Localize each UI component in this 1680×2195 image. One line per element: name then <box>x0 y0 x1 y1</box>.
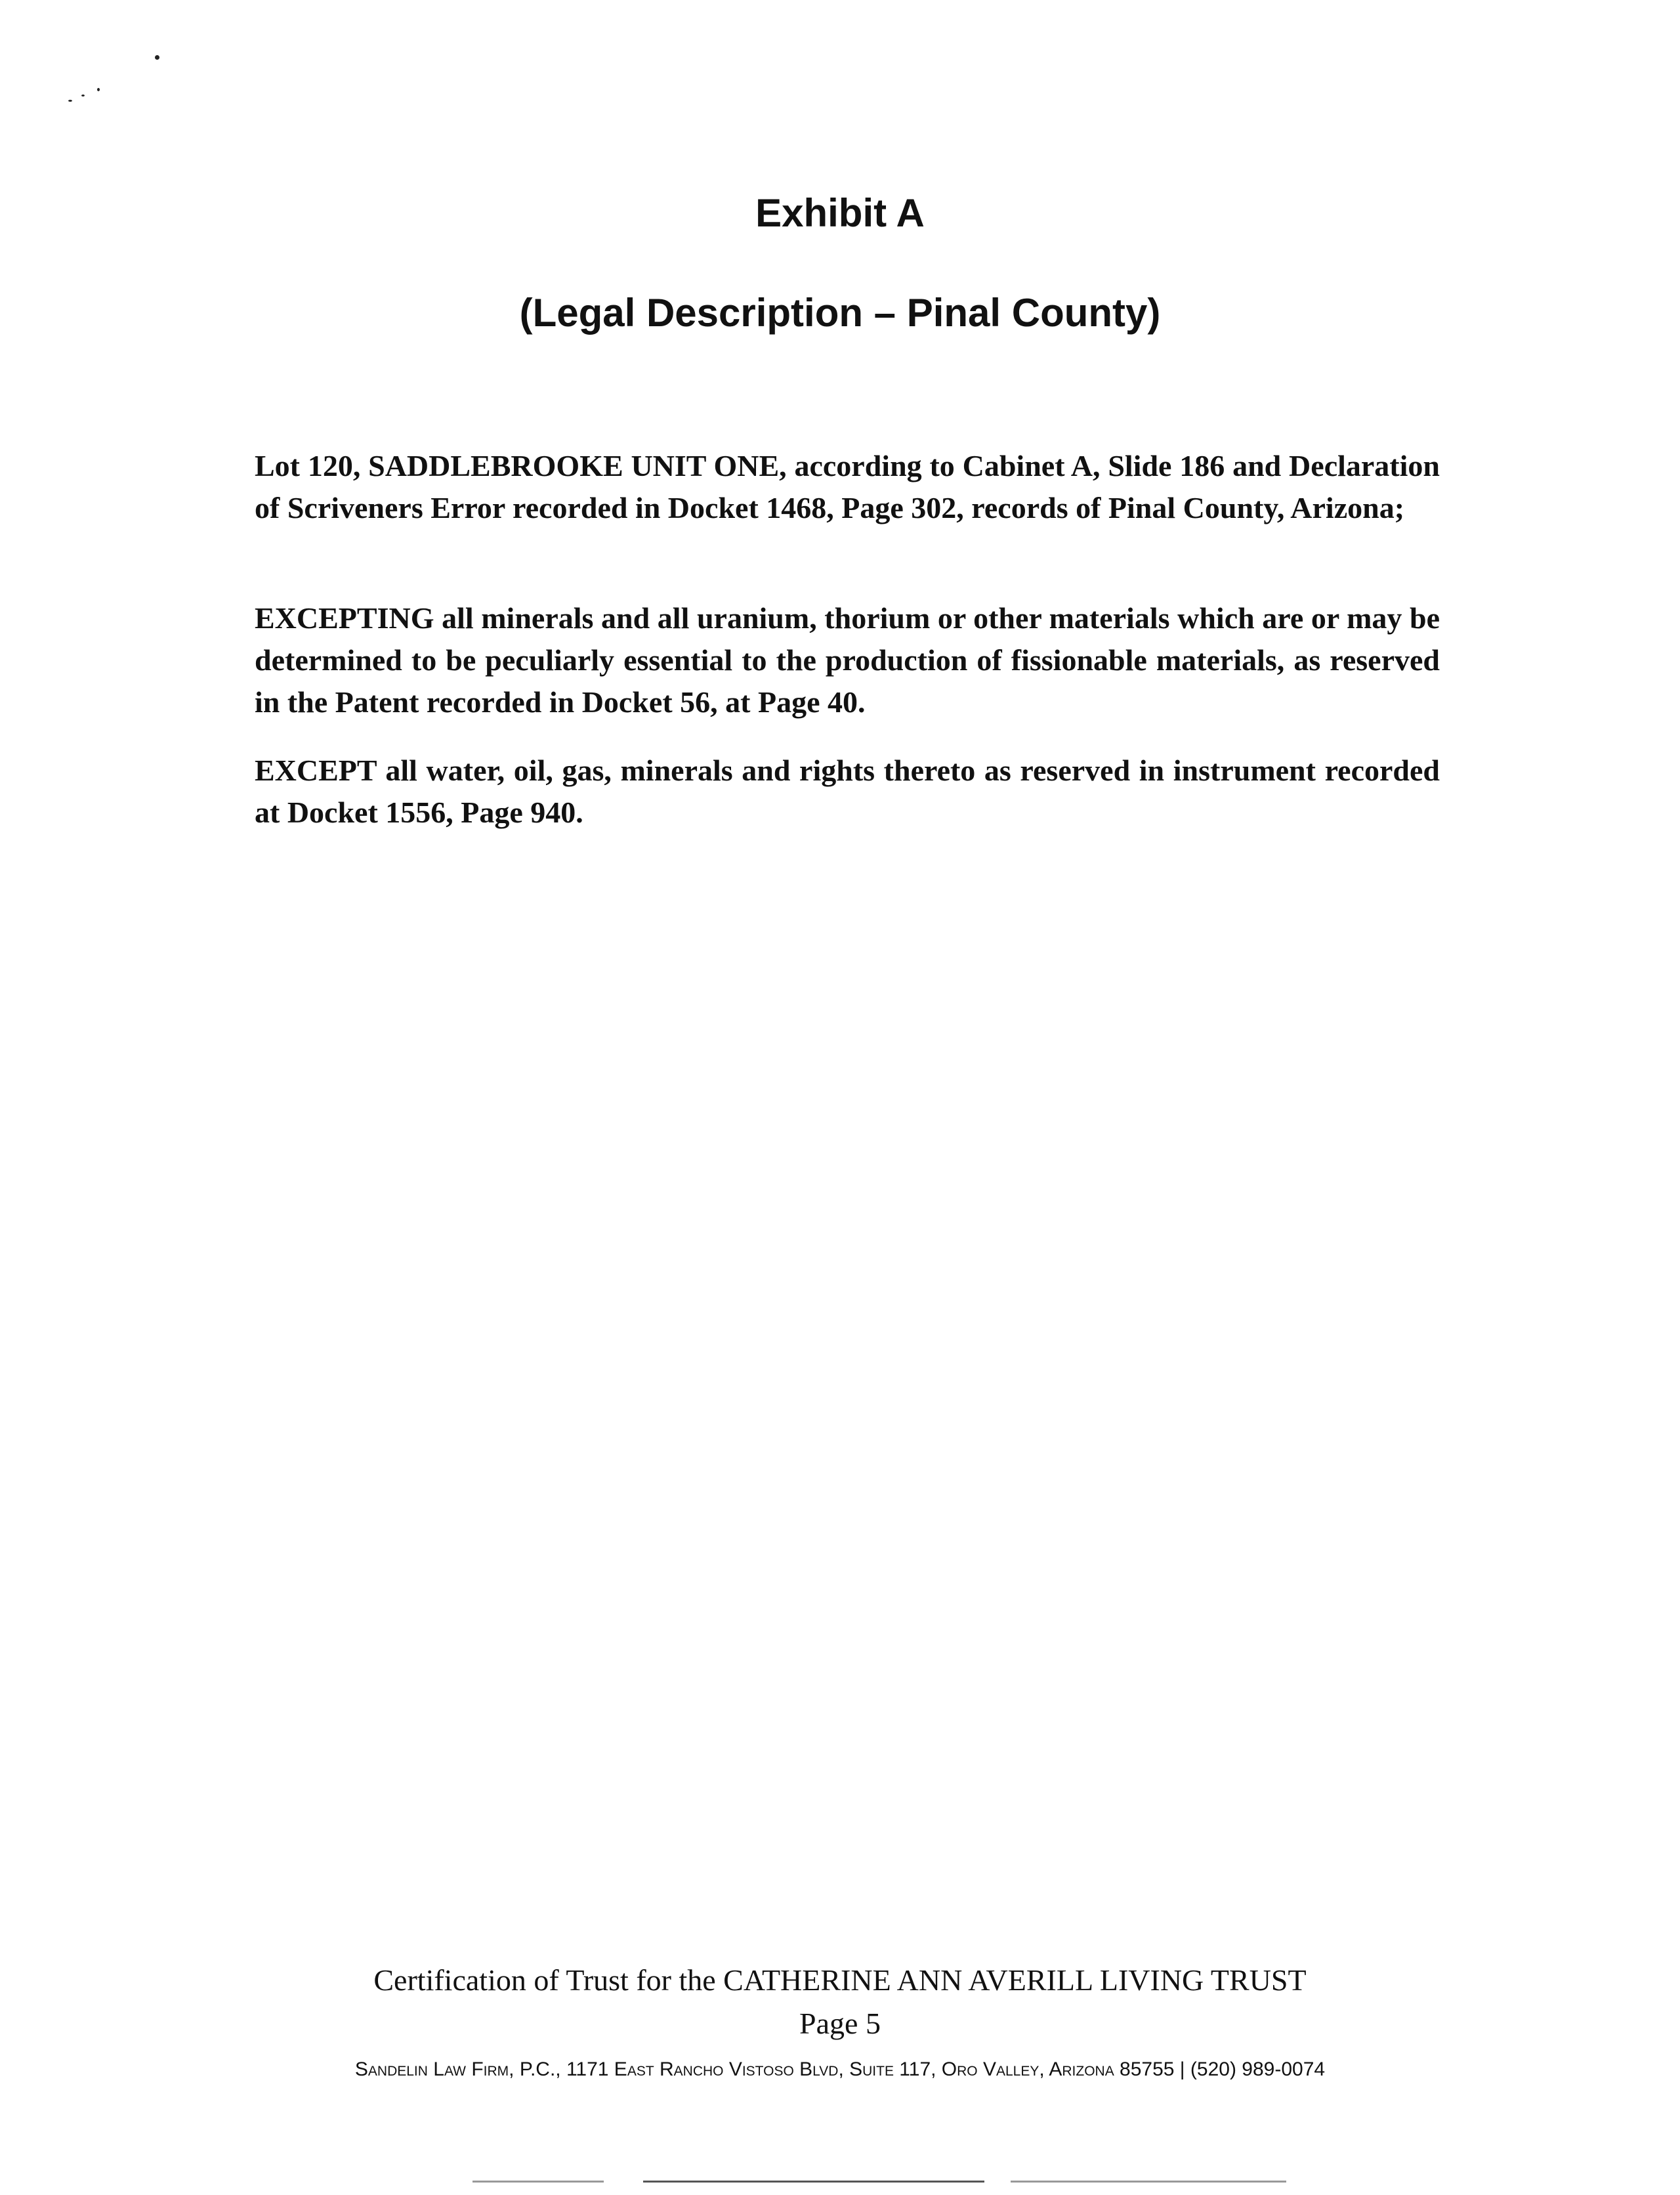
exhibit-title: Exhibit A <box>755 191 925 235</box>
mineral-exception-paragraph: EXCEPTING all minerals and all uranium, thorium or other materials which are or may be determined to be peculiarly essential to the production of fissionable materials, as reserved in the Patent recorded in Docket 56, at Page 40. <box>255 601 1440 719</box>
footer-law-firm-address: Sandelin Law Firm, P.C., 1171 East Rancho Vistoso Blvd, Suite 117, Oro Valley, Arizona 85755 | (520) 989-0074 <box>354 2058 1326 2080</box>
scan-speck <box>68 100 72 102</box>
legal-description-paragraph: Lot 120, SADDLEBROOKE UNIT ONE, according to Cabinet A, Slide 186 and Declaration of Scriveners Error recorded in Docket 1468, Page 302, records of Pinal County, Arizona; <box>255 449 1440 524</box>
scan-speck <box>97 88 100 91</box>
scan-speck <box>81 95 85 96</box>
footer-page-number: Page 5 <box>799 2007 881 2040</box>
legal-description-subtitle: (Legal Description – Pinal County) <box>519 291 1161 335</box>
scan-artifact-line <box>1011 2181 1286 2183</box>
water-rights-exception-paragraph: EXCEPT all water, oil, gas, minerals and rights thereto as reserved in instrument recorded at Docket 1556, Page 940. <box>255 754 1440 829</box>
scan-artifact-line <box>643 2181 984 2183</box>
footer-certification-title: Certification of Trust for the CATHERINE ANN AVERILL LIVING TRUST <box>373 1963 1307 1997</box>
scan-artifact-line <box>472 2181 604 2183</box>
scan-speck <box>155 55 159 60</box>
